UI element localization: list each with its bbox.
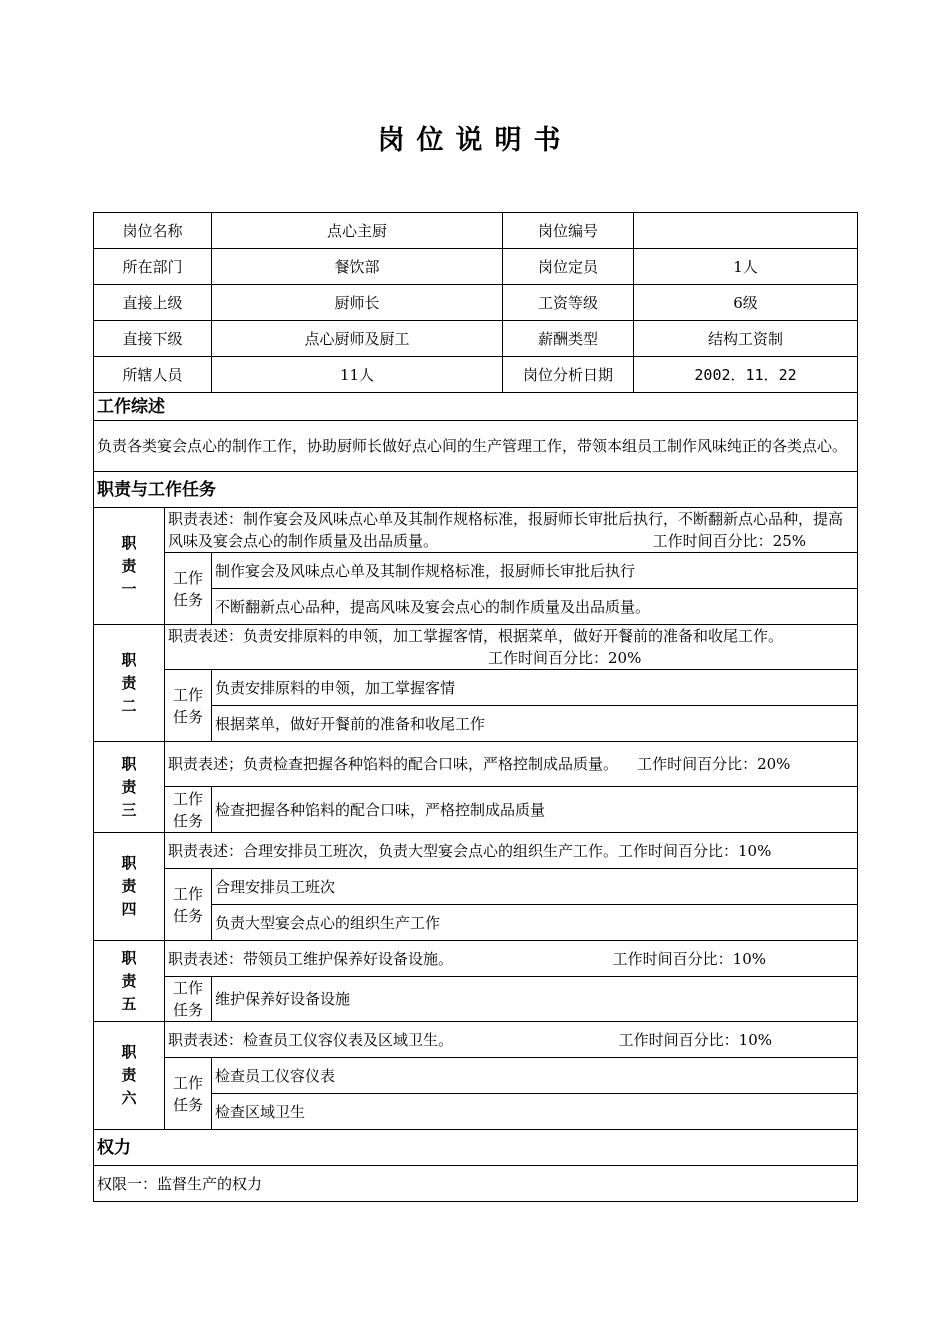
info-value: 结构工资制 — [634, 321, 858, 357]
info-label: 岗位编号 — [503, 213, 634, 249]
task-item: 检查区域卫生 — [212, 1094, 858, 1130]
duty-statement-text: 职责表述：检查员工仪容仪表及区域卫生。 — [168, 1030, 454, 1049]
task-label-text: 工作任务 — [173, 685, 204, 726]
info-value: 2002．11．22 — [634, 357, 858, 393]
duty-label — [94, 742, 165, 833]
duty-label-text: 职责三 — [121, 754, 137, 819]
duty-statement-text: 职责表述：负责安排原料的申领，加工掌握客情，根据菜单，做好开餐前的准备和收尾工作。 — [168, 627, 784, 645]
duty-statement-text: 职责表述：制作宴会及风味点心单及其制作规格标准，报厨师长审批后执行，不断翻新点心品种，提高风味及宴会点心的制作质量及出品质量。 — [168, 510, 844, 550]
duty-statement — [165, 742, 858, 787]
duty-row — [94, 625, 858, 670]
info-value: 11人 — [212, 357, 503, 393]
info-label: 薪酬类型 — [503, 321, 634, 357]
task-label-text: 工作任务 — [173, 789, 204, 830]
duty-statement-text: 职责表述：带领员工维护保养好设备设施。 — [168, 949, 454, 968]
task-item: 制作宴会及风味点心单及其制作规格标准，报厨师长审批后执行 — [212, 553, 858, 589]
duty-label — [94, 625, 165, 742]
info-value: 厨师长 — [212, 285, 503, 321]
task-label — [165, 787, 212, 833]
duty-statement — [165, 1022, 858, 1058]
duty-statement-text: 职责表述：合理安排员工班次，负责大型宴会点心的组织生产工作。 — [168, 841, 619, 860]
page-title: 岗位说明书 — [377, 125, 573, 156]
info-row — [94, 285, 858, 321]
task-label-text: 工作任务 — [173, 884, 204, 925]
duty-percent: 工作时间百分比：20% — [488, 649, 642, 667]
task-item: 检查员工仪容仪表 — [212, 1058, 858, 1094]
duty-statement — [165, 508, 858, 553]
duty-statement — [165, 833, 858, 869]
duty-label — [94, 833, 165, 941]
info-label: 工资等级 — [503, 285, 634, 321]
summary-heading: 工作综述 — [94, 393, 858, 421]
info-row — [94, 321, 858, 357]
info-value: 点心主厨 — [212, 213, 503, 249]
duty-label-text: 职责四 — [121, 854, 137, 918]
task-label — [165, 1058, 212, 1130]
task-label — [165, 553, 212, 625]
info-label: 岗位名称 — [94, 213, 212, 249]
duty-statement-text: 职责表述；负责检查把握各种馅料的配合口味，严格控制成品质量。 — [168, 755, 619, 773]
info-label: 岗位定员 — [503, 249, 634, 285]
info-value: 1人 — [634, 249, 858, 285]
duty-statement — [165, 941, 858, 977]
summary-text: 负责各类宴会点心的制作工作，协助厨师长做好点心间的生产管理工作，带领本组员工制作风味纯正的各类点心。 — [94, 421, 858, 472]
task-item: 维护保养好设备设施 — [212, 977, 858, 1022]
info-row — [94, 357, 858, 393]
task-item: 检查把握各种馅料的配合口味，严格控制成品质量 — [212, 787, 858, 833]
duty-label-text: 职责二 — [121, 650, 137, 715]
info-value — [634, 213, 858, 249]
duty-percent: 工作时间百分比：10% — [618, 841, 772, 860]
duty-row — [94, 941, 858, 977]
duty-row — [94, 833, 858, 869]
task-label — [165, 670, 212, 742]
task-label — [165, 977, 212, 1022]
duty-row — [94, 508, 858, 553]
duty-percent: 工作时间百分比：10% — [612, 949, 767, 968]
task-item: 合理安排员工班次 — [212, 869, 858, 905]
duty-label-text: 职责六 — [121, 1043, 137, 1107]
duty-statement — [165, 625, 858, 670]
task-item: 不断翻新点心品种，提高风味及宴会点心的制作质量及出品质量。 — [212, 589, 858, 625]
task-label — [165, 869, 212, 941]
info-row — [94, 249, 858, 285]
authority-heading: 权力 — [94, 1130, 858, 1166]
authority-item: 权限一：监督生产的权力 — [94, 1166, 858, 1202]
duty-label — [94, 1022, 165, 1130]
duty-percent: 工作时间百分比：20% — [637, 755, 791, 773]
duty-row — [94, 742, 858, 787]
duty-percent: 工作时间百分比：25% — [652, 532, 807, 550]
info-label: 所在部门 — [94, 249, 212, 285]
duties-heading: 职责与工作任务 — [94, 472, 858, 508]
duty-row — [94, 1022, 858, 1058]
info-value: 点心厨师及厨工 — [212, 321, 503, 357]
duty-label-text: 职责一 — [121, 533, 137, 598]
task-label-text: 工作任务 — [173, 568, 204, 609]
task-item: 根据菜单，做好开餐前的准备和收尾工作 — [212, 706, 858, 742]
info-label: 岗位分析日期 — [503, 357, 634, 393]
duty-label — [94, 941, 165, 1022]
info-value: 6级 — [634, 285, 858, 321]
info-value: 餐饮部 — [212, 249, 503, 285]
info-label: 直接上级 — [94, 285, 212, 321]
task-label-text: 工作任务 — [173, 1073, 204, 1114]
info-label: 所辖人员 — [94, 357, 212, 393]
task-label-text: 工作任务 — [173, 979, 204, 1019]
info-label: 直接下级 — [94, 321, 212, 357]
task-item: 负责大型宴会点心的组织生产工作 — [212, 905, 858, 941]
task-item: 负责安排原料的申领，加工掌握客情 — [212, 670, 858, 706]
duty-label — [94, 508, 165, 625]
job-description-table — [93, 212, 858, 1202]
duty-percent: 工作时间百分比：10% — [618, 1030, 773, 1049]
info-row — [94, 213, 858, 249]
duty-label-text: 职责五 — [121, 948, 137, 1013]
